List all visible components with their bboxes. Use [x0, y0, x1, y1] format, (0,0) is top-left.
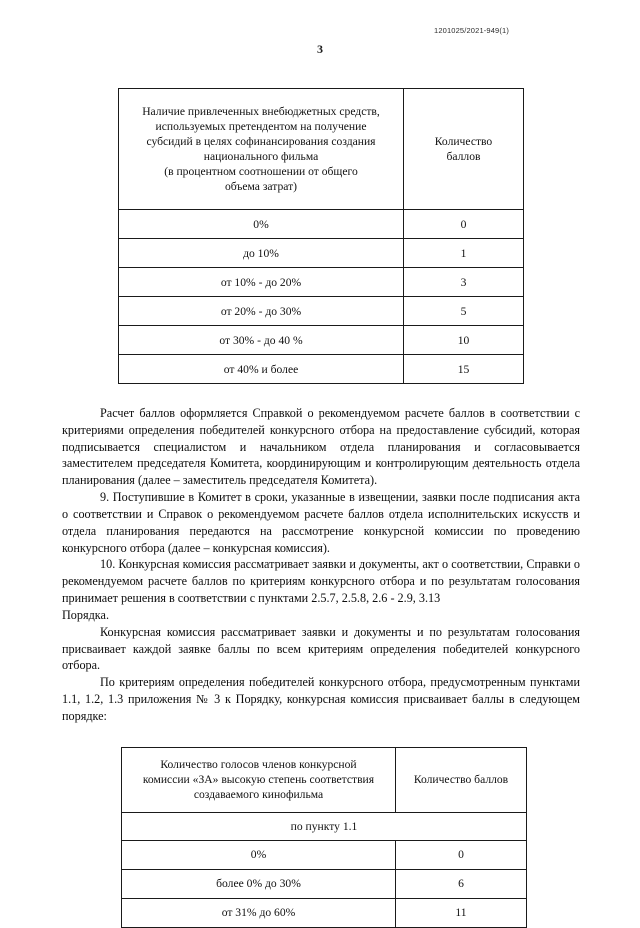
header-score-line-1: Количество — [434, 134, 493, 148]
table-row — [122, 898, 527, 927]
table-row — [122, 840, 527, 869]
spacer — [62, 384, 580, 405]
header-cell-score: Количество баллов — [396, 747, 527, 812]
table-row — [119, 355, 524, 384]
row-score: 10 — [404, 326, 524, 355]
row-label: от 10% - до 20% — [119, 268, 404, 297]
table-header-row — [122, 747, 527, 812]
row-score: 5 — [404, 297, 524, 326]
paragraph-criteria-order: По критериям определения победителей конкурсного отбора, предусмотренным пунктами 1.1, 1.2, 1.3 приложения № 3 к Порядку, конкурсная комиссия присваивает баллы в следующем порядке: — [62, 675, 580, 723]
row-label: от 40% и более — [119, 355, 404, 384]
header-line-2: комиссии «ЗА» высокую степень соответствия — [142, 773, 375, 787]
header-line-1: Наличие привлеченных внебюджетных средств, — [142, 104, 380, 118]
document-registration-stamp: 1201025/2021-949(1) — [434, 26, 509, 35]
header-cell-criterion — [119, 89, 404, 210]
row-label: до 10% — [119, 239, 404, 268]
table-criteria-votes — [121, 747, 527, 928]
table-row — [122, 869, 527, 898]
row-score: 0 — [396, 840, 527, 869]
row-score: 0 — [404, 210, 524, 239]
table-criteria-funding — [118, 88, 524, 384]
header-score-line-2: баллов — [446, 150, 481, 163]
table-row — [119, 268, 524, 297]
row-label: от 30% - до 40 % — [119, 326, 404, 355]
row-label: 0% — [119, 210, 404, 239]
table-row — [119, 210, 524, 239]
header-line-6: объема затрат) — [224, 180, 298, 194]
table-header-row — [119, 89, 524, 210]
paragraph-item-10-tail: Порядка. — [62, 607, 109, 622]
page-content — [62, 88, 580, 928]
row-label: 0% — [122, 840, 396, 869]
header-cell-score — [404, 89, 524, 210]
table-section-row — [122, 812, 527, 840]
paragraph-commission-review: Конкурсная комиссия рассматривает заявки и документы и по результатам голосования присваивает каждой заявке баллы по всем критериям определения победителей конкурсного отбора. — [62, 624, 580, 673]
header-line-1: Количество голосов членов конкурсной — [160, 758, 357, 772]
header-line-2: используемых претендентом на получение — [155, 119, 367, 133]
row-score: 11 — [396, 898, 527, 927]
header-cell-votes — [122, 747, 396, 812]
row-score: 3 — [404, 268, 524, 297]
header-line-5: (в процентном соотношении от общего — [164, 165, 358, 179]
table-row — [119, 297, 524, 326]
header-line-3: субсидий в целях софинансирования создания — [146, 134, 376, 148]
page-number: 3 — [317, 42, 323, 56]
row-score: 6 — [396, 869, 527, 898]
header-line-3: создаваемого кинофильма — [193, 788, 324, 802]
row-score: 1 — [404, 239, 524, 268]
row-score: 15 — [404, 355, 524, 384]
row-label: от 31% до 60% — [122, 898, 396, 927]
row-label: от 20% - до 30% — [119, 297, 404, 326]
paragraph-item-9: 9. Поступившие в Комитет в сроки, указанные в извещении, заявки после подписания акта о соответствии и Справок о рекомендуемом расчете баллов отдела исполнительских искусств и отдела планирования передаются на рассмотрение конкурсной комиссии по проведению конкурсного отбора (далее – конкурсная комиссия). — [62, 490, 580, 555]
table-row — [119, 239, 524, 268]
table-row — [119, 326, 524, 355]
row-label: более 0% до 30% — [122, 869, 396, 898]
paragraph-calculation: Расчет баллов оформляется Справкой о рекомендуемом расчете баллов в соответствии с критериями определения победителей конкурсного отбора на предоставление субсидий, которая подписывается специалистом и начальником отдела планирования и согласовывается заместителем председателя Комитета, координирующим и контролирующим деятельность отдела планирования (далее – заместитель председателя Комитета). — [62, 406, 580, 488]
header-line-4: национального фильма — [203, 150, 319, 163]
section-label: по пункту 1.1 — [122, 812, 527, 840]
spacer — [62, 725, 580, 747]
paragraph-item-10: 10. Конкурсная комиссия рассматривает заявки и документы, акт о соответствии, Справки о рекомендуемом расчете баллов по критериям конкурсного отбора и по результатам голосования принимает решения в соответствии с пунктами 2.5.7, 2.5.8, 2.6 - 2.9, 3.13 — [62, 557, 580, 606]
